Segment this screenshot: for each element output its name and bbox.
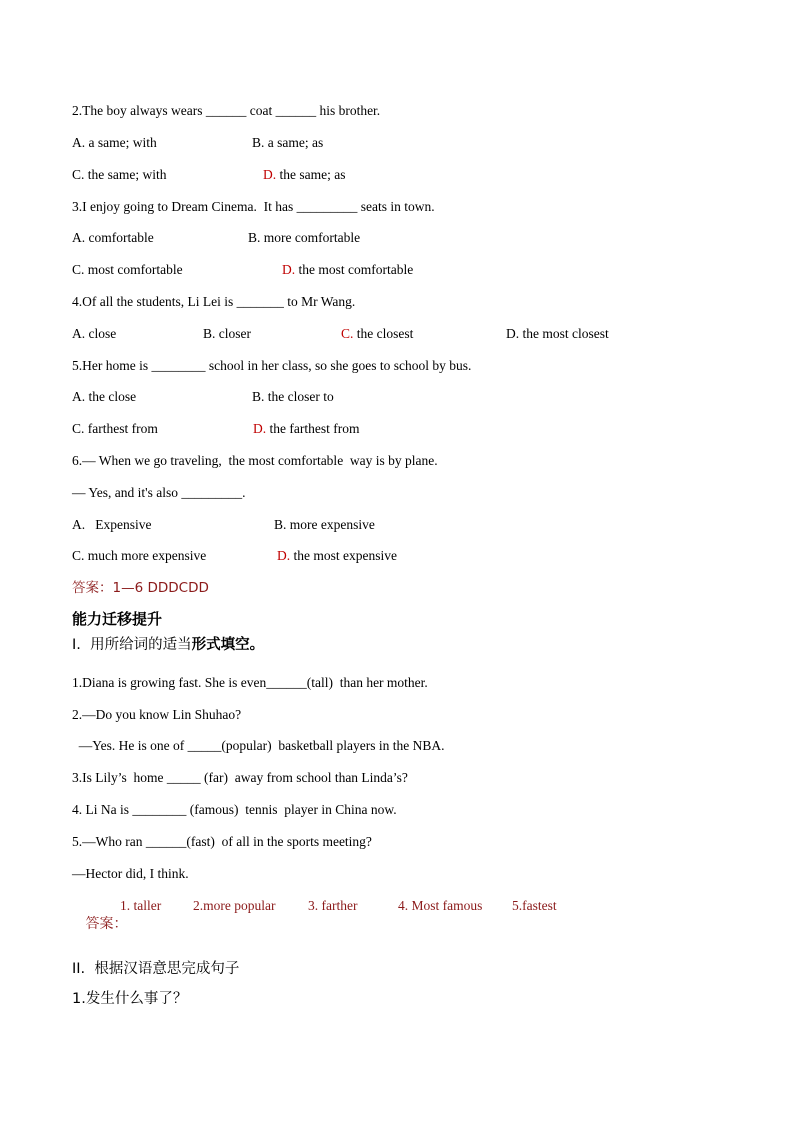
q6-option-d — [277, 547, 397, 565]
part-i-item-5-reply: —Hector did, I think. — [72, 866, 189, 881]
q5-option-c: C. farthest from — [72, 421, 158, 436]
part-i-heading-prefix: I. 用所给词的适当 — [72, 637, 192, 653]
question-4: 4.Of all the students, Li Lei is _______ to Mr Wang. — [72, 294, 356, 309]
part-ii-heading: II. 根据汉语意思完成句子 — [72, 961, 240, 977]
q4-option-c-letter: C. — [341, 326, 354, 341]
q5-option-a: A. the close — [72, 389, 137, 404]
part-i-heading-bold: 形式填空。 — [191, 637, 265, 653]
part-i-item-4: 4. Li Na is ________ (famous) tennis player in China now. — [72, 802, 397, 817]
question-2: 2.The boy always wears ______ coat ______ his brother. — [72, 103, 381, 118]
part-i-item-1: 1.Diana is growing fast. She is even______(tall) than her mother. — [72, 675, 428, 690]
answer-1: 1. taller — [120, 898, 162, 913]
q2-option-b: B. a same; as — [252, 135, 324, 150]
answer-5: 5.fastest — [512, 898, 557, 913]
answer-4: 4. Most famous — [398, 898, 483, 913]
part-i-heading — [72, 636, 264, 654]
answer-key-part1: 答案：1—6 DDDCDD — [72, 580, 209, 596]
q4-option-c — [341, 325, 413, 343]
part-i-item-2-reply: —Yes. He is one of _____(popular) basketball players in the NBA. — [72, 738, 445, 753]
q2-option-a: A. a same; with — [72, 135, 157, 150]
q3-option-a: A. comfortable — [72, 230, 154, 245]
question-6: 6.— When we go traveling, the most comfortable way is by plane. — [72, 453, 438, 468]
q4-option-c-text: the closest — [353, 326, 414, 341]
q2-option-c: C. the same; with — [72, 167, 167, 182]
q5-option-d — [253, 420, 359, 438]
q2-option-d — [263, 166, 345, 184]
answer-3: 3. farther — [308, 898, 358, 913]
question-6-reply: — Yes, and it's also _________. — [72, 485, 246, 500]
q6-option-d-letter: D. — [277, 548, 291, 563]
q5-option-d-letter: D. — [253, 421, 267, 436]
part-i-item-5: 5.—Who ran ______(fast) of all in the sports meeting? — [72, 834, 372, 849]
question-3: 3.I enjoy going to Dream Cinema. It has _________ seats in town. — [72, 199, 435, 214]
section-title: 能力迁移提升 — [72, 610, 163, 628]
q2-option-d-letter: D. — [263, 167, 277, 182]
q2-option-d-text: the same; as — [276, 167, 346, 182]
part-ii-question-1: 1.发生什么事了？ — [72, 991, 188, 1007]
q6-option-d-text: the most expensive — [290, 548, 397, 563]
answer-2: 2.more popular — [193, 898, 276, 913]
part-i-item-3: 3.Is Lily’s home _____ (far) away from school than Linda’s? — [72, 770, 408, 785]
q3-option-b: B. more comfortable — [248, 230, 361, 245]
q3-option-d-letter: D. — [282, 262, 296, 277]
q3-option-d — [282, 261, 413, 279]
q6-option-a: A. Expensive — [72, 517, 152, 532]
q3-option-c: C. most comfortable — [72, 262, 183, 277]
q5-option-b: B. the closer to — [252, 389, 334, 404]
q5-option-d-text: the farthest from — [266, 421, 360, 436]
question-5: 5.Her home is ________ school in her class, so she goes to school by bus. — [72, 358, 472, 373]
q6-option-b: B. more expensive — [274, 517, 375, 532]
q4-option-d: D. the most closest — [506, 326, 609, 341]
q6-option-c: C. much more expensive — [72, 548, 207, 563]
answer-label: 答案： — [85, 916, 128, 932]
q4-option-b: B. closer — [203, 326, 251, 341]
q4-option-a: A. close — [72, 326, 117, 341]
part-i-item-2: 2.—Do you know Lin Shuhao? — [72, 707, 242, 722]
q3-option-d-text: the most comfortable — [295, 262, 414, 277]
